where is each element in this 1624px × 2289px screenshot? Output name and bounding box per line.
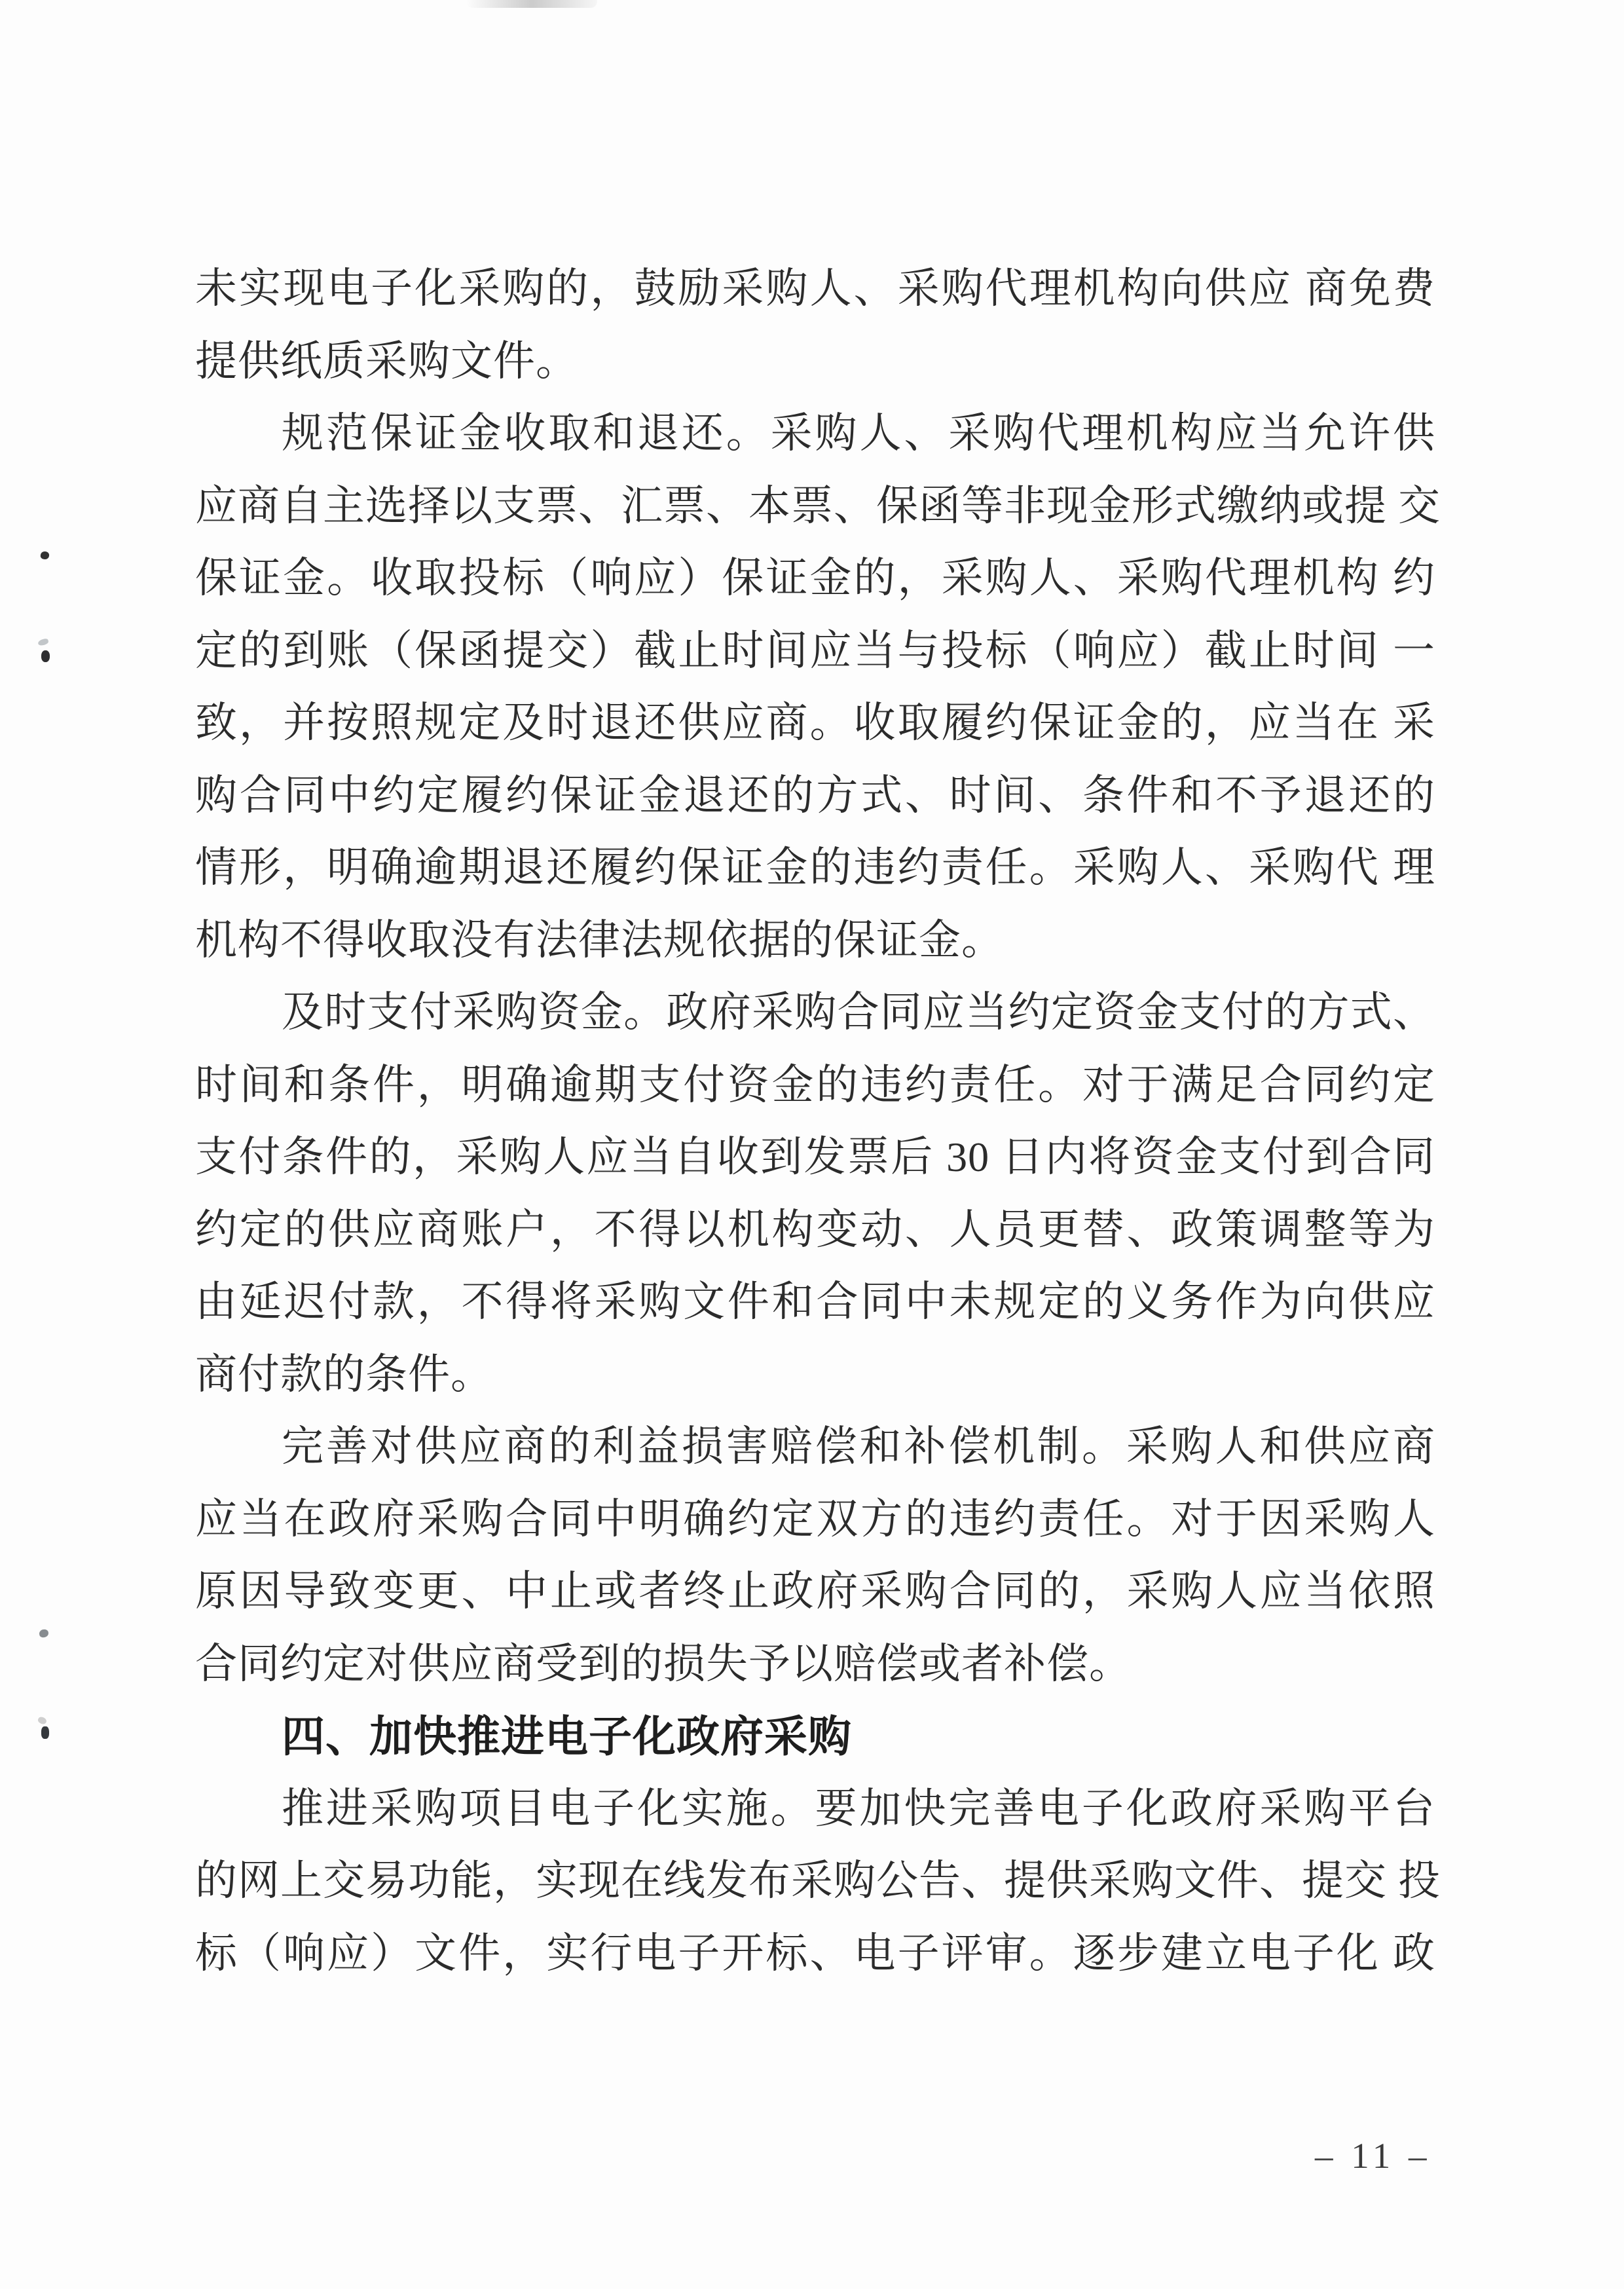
- ink-speck: [39, 1629, 49, 1638]
- scan-smudge: [466, 0, 597, 8]
- section-heading: 四、加快推进电子化政府采购: [282, 1712, 852, 1760]
- document-line: 未实现电子化采购的，鼓励采购人、采购代理机构向供应 商免费: [195, 265, 1435, 312]
- document-line: 及时支付采购资金。政府采购合同应当约定资金支付的方式、: [282, 989, 1435, 1035]
- page-number: – 11 –: [1315, 2136, 1431, 2176]
- ink-speck: [41, 650, 50, 662]
- document-line: 规范保证金收取和退还。采购人、采购代理机构应当允许供: [282, 410, 1435, 456]
- document-line: 推进采购项目电子化实施。要加快完善电子化政府采购平台: [282, 1785, 1435, 1832]
- document-line: 标（响应）文件，实行电子开标、电子评审。逐步建立电子化 政: [195, 1929, 1435, 1977]
- document-line: 约定的供应商账户，不得以机构变动、人员更替、政策调整等为: [195, 1206, 1435, 1253]
- document-line: 完善对供应商的利益损害赔偿和补偿机制。采购人和供应商: [282, 1423, 1435, 1470]
- document-line: 定的到账（保函提交）截止时间应当与投标（响应）截止时间 一: [195, 627, 1435, 674]
- document-line: 由延迟付款，不得将采购文件和合同中未规定的义务作为向供应: [195, 1278, 1435, 1325]
- document-line: 致，并按照规定及时退还供应商。收取履约保证金的，应当在 采: [195, 699, 1435, 746]
- document-line: 支付条件的，采购人应当自收到发票后 30 日内将资金支付到合同: [195, 1134, 1435, 1180]
- document-line: 商付款的条件。: [195, 1350, 493, 1398]
- document-line: 购合同中约定履约保证金退还的方式、时间、条件和不予退还的: [195, 772, 1435, 819]
- document-line: 的网上交易功能，实现在线发布采购公告、提供采购文件、提交 投: [195, 1857, 1441, 1904]
- document-line: 保证金。收取投标（响应）保证金的，采购人、采购代理机构 约: [195, 555, 1435, 601]
- document-line: 应商自主选择以支票、汇票、本票、保函等非现金形式缴纳或提 交: [195, 482, 1441, 529]
- document-line: 提供纸质采购文件。: [195, 337, 578, 384]
- document-line: 应当在政府采购合同中明确约定双方的违约责任。对于因采购人: [195, 1495, 1435, 1542]
- document-line: 情形，明确逾期退还履约保证金的违约责任。采购人、采购代 理: [195, 844, 1435, 891]
- document-line: 合同约定对供应商受到的损失予以赔偿或者补偿。: [195, 1640, 1132, 1687]
- document-line: 时间和条件，明确逾期支付资金的违约责任。对于满足合同约定: [195, 1061, 1435, 1108]
- ink-speck: [37, 638, 49, 646]
- document-body: [195, 253, 1441, 1990]
- document-line: 机构不得收取没有法律法规依据的保证金。: [195, 916, 1004, 963]
- ink-speck: [41, 1726, 49, 1739]
- ink-speck: [40, 551, 50, 560]
- document-line: 原因导致变更、中止或者终止政府采购合同的，采购人应当依照: [195, 1568, 1435, 1614]
- ink-speck: [37, 1715, 47, 1725]
